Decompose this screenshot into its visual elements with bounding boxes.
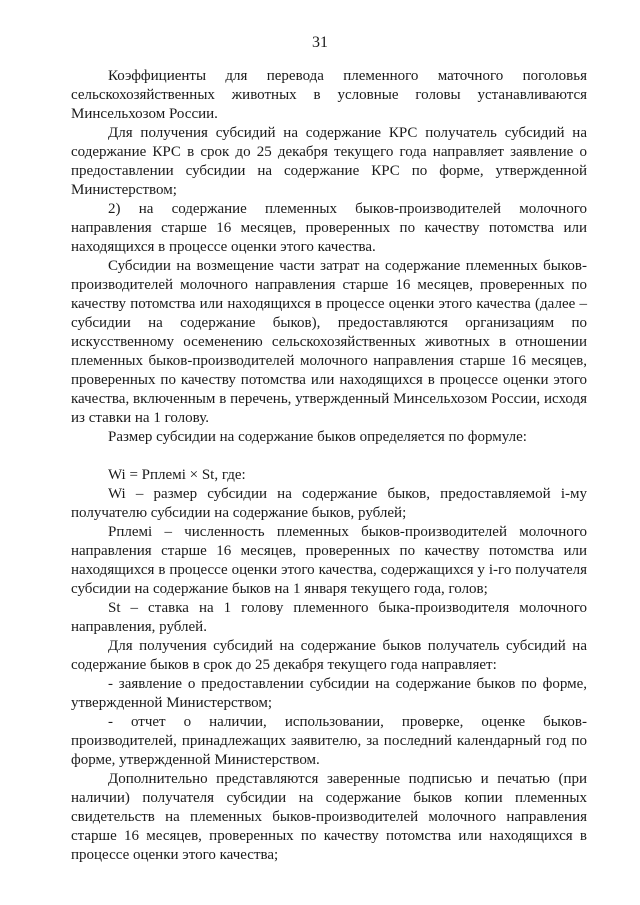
- list-item-application: - заявление о предоставлении субсидии на содержание быков по форме, утвержденной Министерством;: [71, 676, 587, 711]
- paragraph-krs-application: Для получения субсидий на содержание КРС получатель субсидий на содержание КРС в срок до 25 декабря текущего года направляет заявление о предоставлении субсидии на содержание КРС по форме, утвержденной Министерством;: [71, 125, 587, 198]
- formula: Wi = Рплемi × St, где:: [108, 467, 246, 483]
- page-number: 31: [312, 34, 328, 51]
- paragraph-item-2: 2) на содержание племенных быков-производителей молочного направления старше 16 месяцев, проверенных по качеству потомства или находящихся в процессе оценки этого качества.: [71, 201, 587, 255]
- definition-st: St – ставка на 1 голову племенного быка-производителя молочного направления, рублей.: [71, 600, 587, 635]
- paragraph-coefficients: Коэффициенты для перевода племенного маточного поголовья сельскохозяйственных животных в условные головы устанавливаются Минсельхозом России.: [71, 68, 587, 122]
- paragraph-bull-application: Для получения субсидий на содержание быков получатель субсидий на содержание быков в срок до 25 декабря текущего года направляет:: [71, 638, 587, 673]
- list-item-report: - отчет о наличии, использовании, проверке, оценке быков-производителей, принадлежащих заявителю, за последний календарный год по форме, утвержденной Министерством.: [71, 714, 587, 768]
- paragraph-bull-subsidies: Субсидии на возмещение части затрат на содержание племенных быков-производителей молочного направления старше 16 месяцев, проверенных по качеству потомства или находящихся в процессе оценки этого качества (далее – субсидии на содержание быков), предоставляются организациям по искусственному осеменению сельскохозяйственных животных в отношении племенных быков-производителей молочного направления старше 16 месяцев, проверенных по качеству потомства или находящихся в процессе оценки этого качества, включенным в перечень, утвержденный Минсельхозом России, исходя из ставки на 1 голову.: [71, 258, 587, 426]
- paragraph-additional-documents: Дополнительно представляются заверенные подписью и печатью (при наличии) получателя субсидии на содержание быков копии племенных свидетельств на племенных быков-производителей молочного направления старше 16 месяцев, проверенных по качеству потомства или находящихся в процессе оценки этого качества;: [71, 771, 587, 863]
- definition-wi: Wi – размер субсидии на содержание быков, предоставляемой i-му получателю субсидии на содержание быков, рублей;: [71, 486, 587, 521]
- definition-rplem: Рплемi – численность племенных быков-производителей молочного направления старше 16 месяцев, проверенных по качеству потомства или находящихся в процессе оценки этого качества, содержащихся у i-го получателя субсидии на содержание быков на 1 января текущего года, голов;: [71, 524, 587, 597]
- document-body: [71, 67, 587, 865]
- paragraph-formula-intro: Размер субсидии на содержание быков определяется по формуле:: [108, 429, 527, 445]
